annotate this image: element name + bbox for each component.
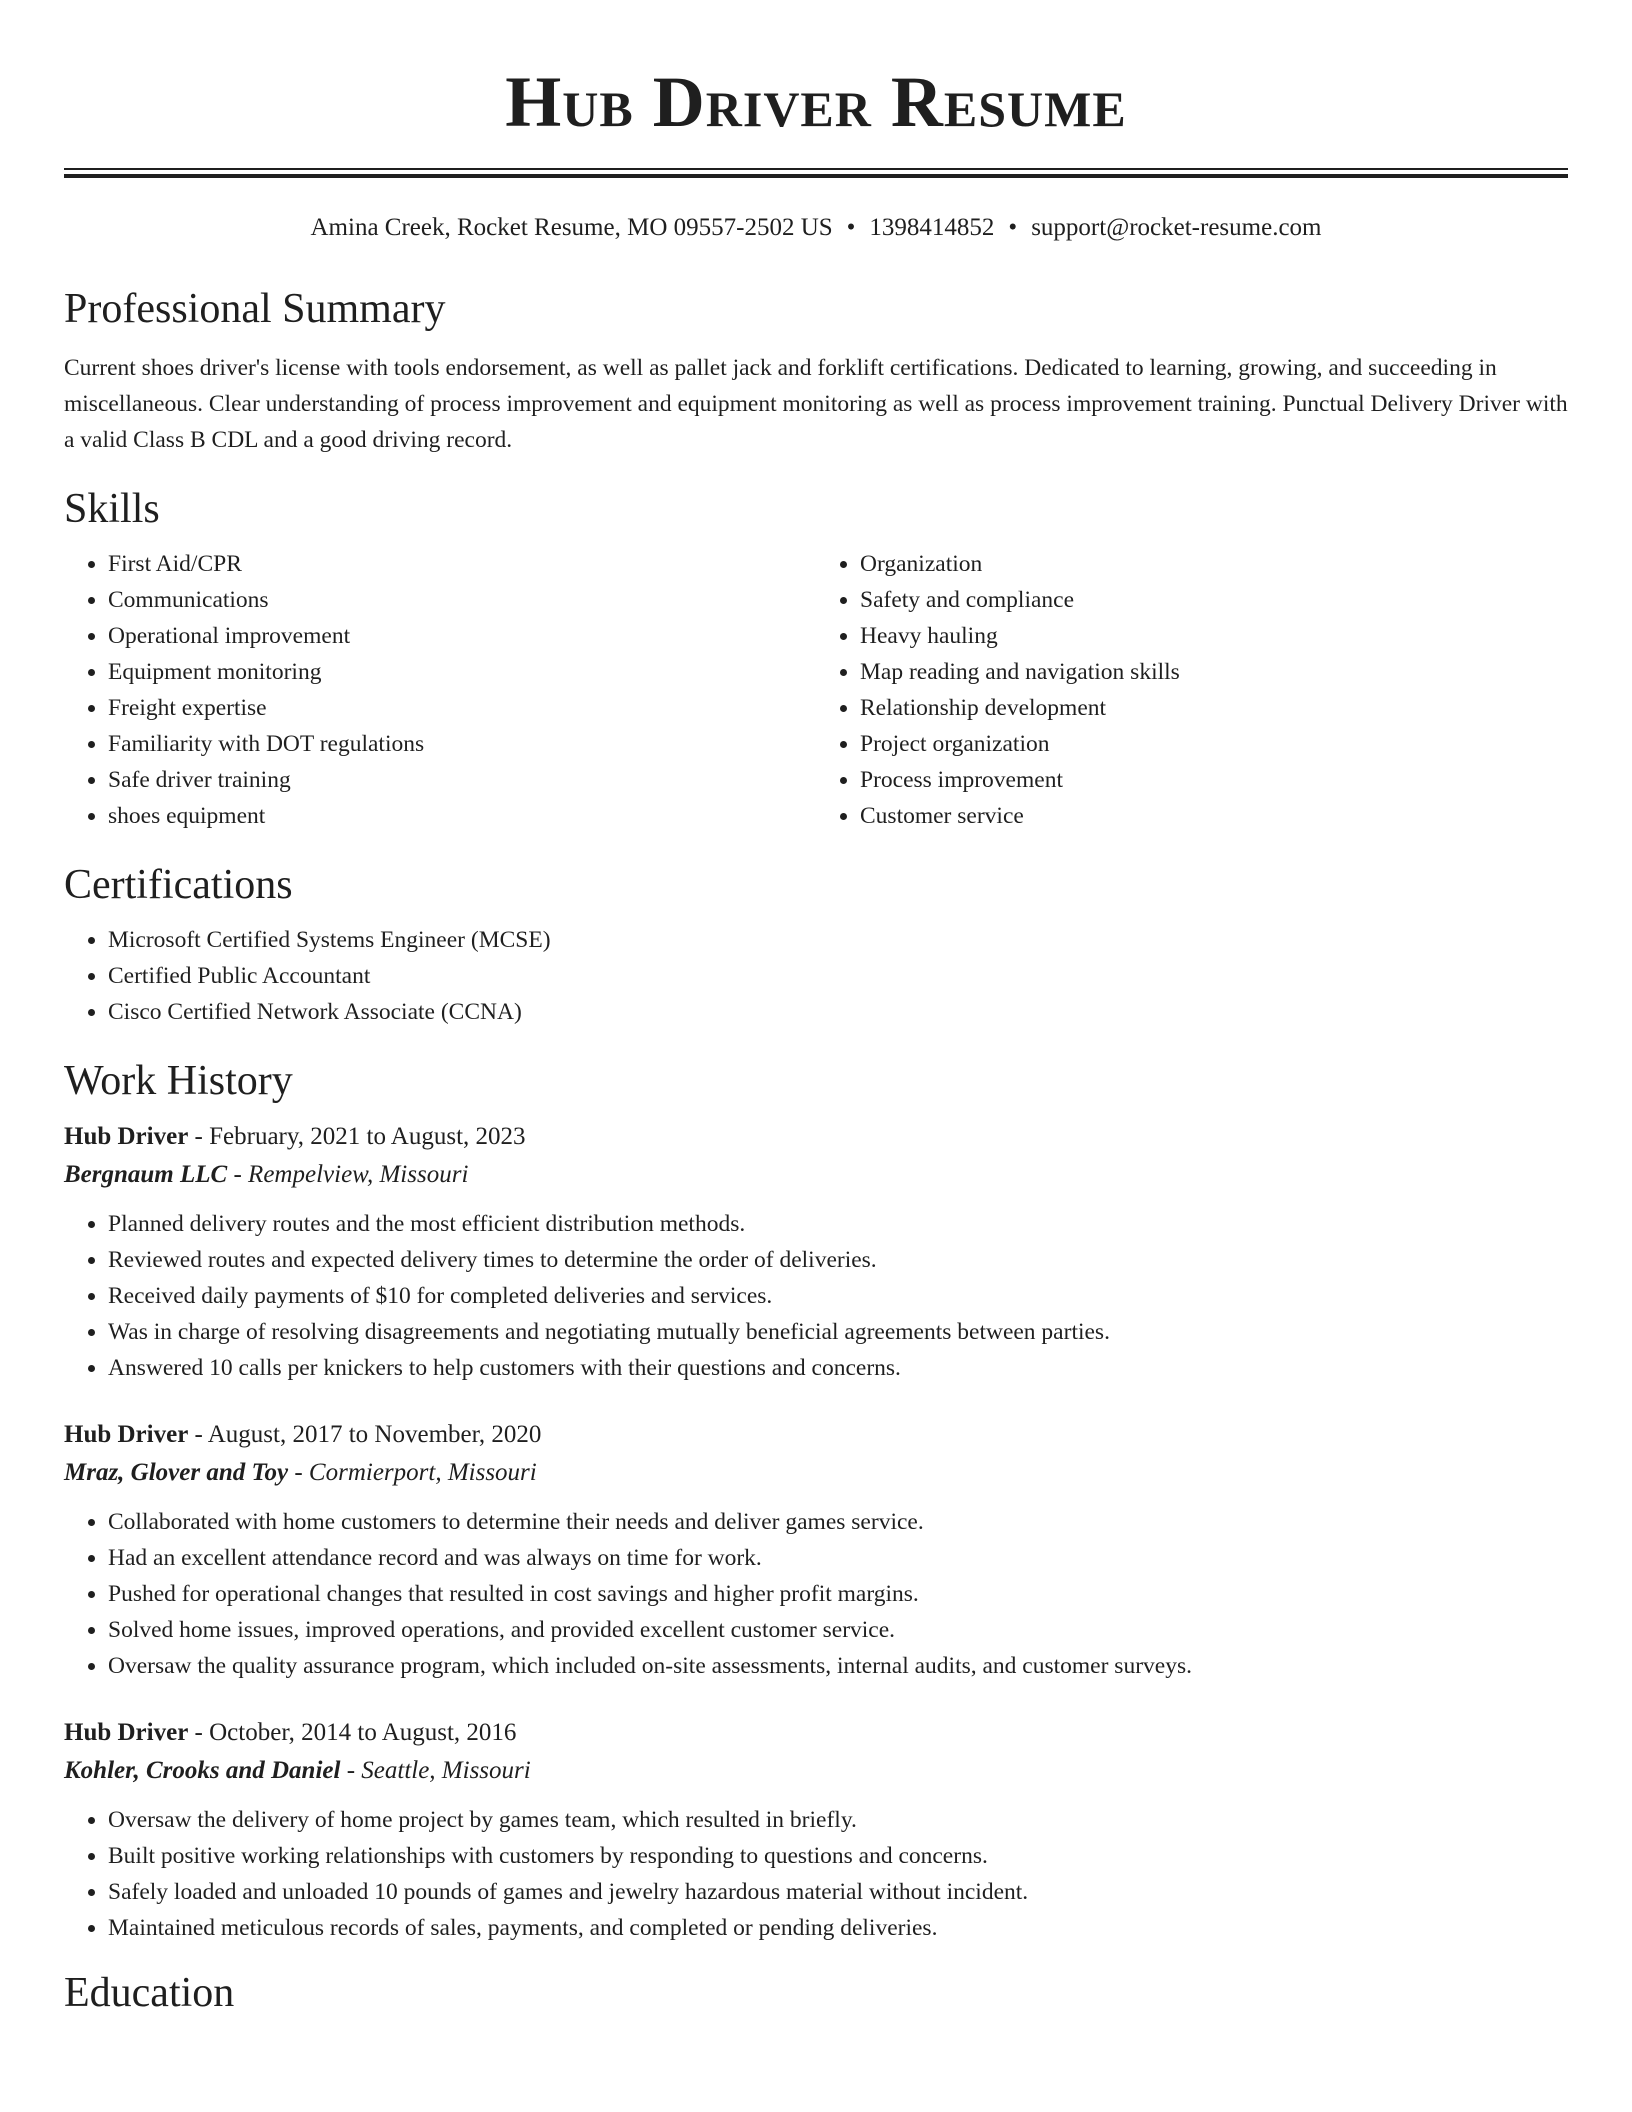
job-company: Kohler, Crooks and Daniel: [64, 1757, 341, 1784]
certifications-heading: Certifications: [64, 862, 293, 908]
skill-item: • Equipment monitoring: [108, 654, 816, 690]
skill-item: • Heavy hauling: [860, 618, 1568, 654]
skill-item: • Process improvement: [860, 762, 1568, 798]
job-title-line: [64, 1118, 1568, 1156]
job-bullet: • Pushed for operational changes that resulted in cost savings and higher profit margins.: [108, 1576, 1568, 1612]
skill-item: • Communications: [108, 582, 816, 618]
contact-separator: •: [1008, 214, 1018, 241]
skill-item: • Customer service: [860, 798, 1568, 834]
skills-list-right: [816, 546, 1568, 834]
job-bullet: • Safely loaded and unloaded 10 pounds of games and jewelry hazardous material without incident.: [108, 1874, 1568, 1910]
contact-email: support@rocket-resume.com: [1031, 214, 1322, 241]
job-company-line: [64, 1454, 1568, 1492]
certification-item: • Microsoft Certified Systems Engineer (MCSE): [108, 922, 1568, 958]
job-location: - Rempelview, Missouri: [227, 1161, 469, 1188]
job-bullets: [64, 1504, 1568, 1684]
job-bullet: • Built positive working relationships with customers by responding to questions and concerns.: [108, 1838, 1568, 1874]
job-bullet: • Oversaw the quality assurance program, which included on-site assessments, internal audits, and customer surveys.: [108, 1648, 1568, 1684]
skill-item: • Operational improvement: [108, 618, 816, 654]
job-bullet: • Planned delivery routes and the most efficient distribution methods.: [108, 1206, 1568, 1242]
job-title: Hub Driver: [64, 1421, 189, 1448]
certification-item: • Certified Public Accountant: [108, 958, 1568, 994]
contact-phone: 1398414852: [869, 214, 995, 241]
job-bullet: • Solved home issues, improved operations, and provided excellent customer service.: [108, 1612, 1568, 1648]
job-bullets: [64, 1206, 1568, 1386]
skill-item: • Safety and compliance: [860, 582, 1568, 618]
job-title-line: [64, 1714, 1568, 1752]
contact-separator: •: [846, 214, 856, 241]
skills-heading: Skills: [64, 486, 160, 532]
skill-item: • Relationship development: [860, 690, 1568, 726]
job-bullet: • Reviewed routes and expected delivery times to determine the order of deliveries.: [108, 1242, 1568, 1278]
job-entry: [64, 1416, 1568, 1684]
job-location: - Cormierport, Missouri: [288, 1459, 537, 1486]
job-company: Bergnaum LLC: [64, 1161, 228, 1188]
job-bullet: • Had an excellent attendance record and was always on time for work.: [108, 1540, 1568, 1576]
job-bullet: • Maintained meticulous records of sales, payments, and completed or pending deliveries.: [108, 1910, 1568, 1946]
job-title-line: [64, 1416, 1568, 1454]
skills-columns: [64, 546, 1568, 834]
summary-text: Current shoes driver's license with tools endorsement, as well as pallet jack and forklift certifications. Dedicated to learning, growing, and succeeding in miscellaneous. Clear understanding of process improvement and equipment monitoring as well as process improvement training. Punctual Delivery Driver with a valid Class B CDL and a good driving record.: [64, 355, 1568, 453]
job-title: Hub Driver: [64, 1719, 189, 1746]
job-dates: - October, 2014 to August, 2016: [188, 1719, 517, 1746]
skill-item: • shoes equipment: [108, 798, 816, 834]
job-bullet: • Oversaw the delivery of home project by games team, which resulted in briefly.: [108, 1802, 1568, 1838]
job-company-line: [64, 1752, 1568, 1790]
skill-item: • Familiarity with DOT regulations: [108, 726, 816, 762]
certifications-list: [64, 922, 1568, 1030]
job-dates: - August, 2017 to November, 2020: [188, 1421, 542, 1448]
job-bullet: • Was in charge of resolving disagreements and negotiating mutually beneficial agreements between parties.: [108, 1314, 1568, 1350]
job-bullets: [64, 1802, 1568, 1946]
job-bullet: • Received daily payments of $10 for completed deliveries and services.: [108, 1278, 1568, 1314]
job-title: Hub Driver: [64, 1123, 189, 1150]
title-divider: [64, 168, 1568, 178]
job-entry: [64, 1714, 1568, 1946]
skill-item: • Organization: [860, 546, 1568, 582]
skill-item: • Project organization: [860, 726, 1568, 762]
skills-list-left: [64, 546, 816, 834]
summary-heading: Professional Summary: [64, 286, 446, 332]
contact-line: [64, 212, 1568, 244]
job-location: - Seattle, Missouri: [340, 1757, 531, 1784]
skill-item: • Map reading and navigation skills: [860, 654, 1568, 690]
job-entry: [64, 1118, 1568, 1386]
job-bullet: • Answered 10 calls per knickers to help customers with their questions and concerns.: [108, 1350, 1568, 1386]
resume-title: Hub Driver Resume: [505, 62, 1127, 142]
skill-item: • First Aid/CPR: [108, 546, 816, 582]
education-heading: Education: [64, 1970, 235, 2016]
skill-item: • Freight expertise: [108, 690, 816, 726]
job-company-line: [64, 1156, 1568, 1194]
contact-address: Amina Creek, Rocket Resume, MO 09557-2502 US: [310, 214, 833, 241]
job-company: Mraz, Glover and Toy: [64, 1459, 289, 1486]
job-dates: - February, 2021 to August, 2023: [188, 1123, 526, 1150]
skill-item: • Safe driver training: [108, 762, 816, 798]
job-bullet: • Collaborated with home customers to determine their needs and deliver games service.: [108, 1504, 1568, 1540]
work-history-heading: Work History: [64, 1058, 293, 1104]
certification-item: • Cisco Certified Network Associate (CCNA): [108, 994, 1568, 1030]
